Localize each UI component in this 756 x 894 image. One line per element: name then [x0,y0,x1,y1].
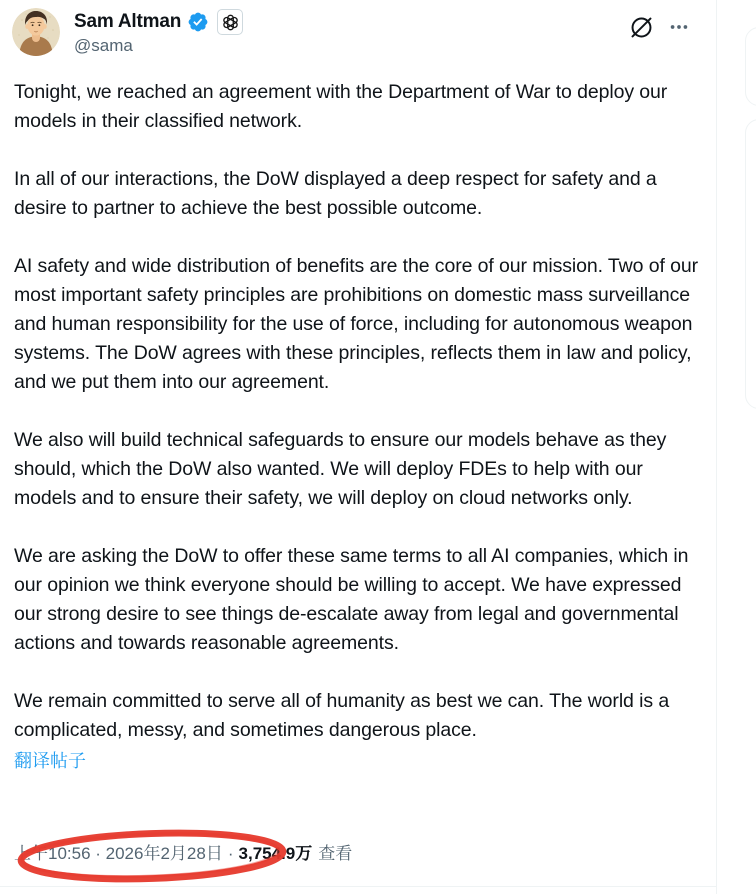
more-dots-icon [668,16,690,38]
grok-icon [629,15,654,40]
post-meta-row [14,843,352,865]
post-paragraph: We also will build technical safeguards to ensure our models behave as they should, which the DoW also wanted. We will deploy FDEs to help with our models and to ensure their safety, we will deploy on cloud networks only. [14,429,667,509]
bottom-divider [0,886,717,887]
openai-logo-icon [222,14,239,31]
sidebar-card-edge [745,27,756,106]
post-paragraph: In all of our interactions, the DoW displayed a deep respect for safety and a desire to partner to achieve the best possible outcome. [14,168,657,219]
post-text [14,78,704,745]
grok-button[interactable] [628,14,654,40]
timestamp: 上午10:56 · 2026年2月28日 [14,844,223,863]
views-count: 3,754.9万 [238,844,313,863]
tweet-header [0,0,716,56]
avatar[interactable] [12,8,60,56]
post-paragraph: We are asking the DoW to offer these same terms to all AI companies, which in our opinion we think everyone should be willing to accept. We have expressed our strong desire to see things de-escalate away from legal and governmental actions and towards reasonable agreements. [14,545,689,654]
verified-badge-icon [187,11,209,33]
author-block [74,10,243,57]
author-handle[interactable]: @sama [74,36,133,55]
translate-post-link[interactable]: 翻译帖子 [14,751,86,771]
avatar-illustration [12,8,60,56]
more-button[interactable] [666,14,692,40]
author-name[interactable]: Sam Altman [74,11,182,32]
post-paragraph: Tonight, we reached an agreement with the Department of War to deploy our models in their classified network. [14,81,668,132]
header-actions [628,14,692,40]
sidebar-card-edge [745,119,756,409]
post-paragraph: We remain committed to serve all of humanity as best we can. The world is a complicated, messy, and sometimes dangerous place. [14,690,670,741]
meta-separator: · [227,844,234,863]
post-paragraph: AI safety and wide distribution of benefits are the core of our mission. Two of our most important safety principles are prohibitions on domestic mass surveillance and human responsibility for the use of force, including for autonomous weapon systems. The DoW agrees with these principles, reflects them in law and policy, and we put them into our agreement. [14,255,698,393]
views-label: 查看 [318,844,353,863]
affiliation-badge[interactable] [217,9,243,35]
